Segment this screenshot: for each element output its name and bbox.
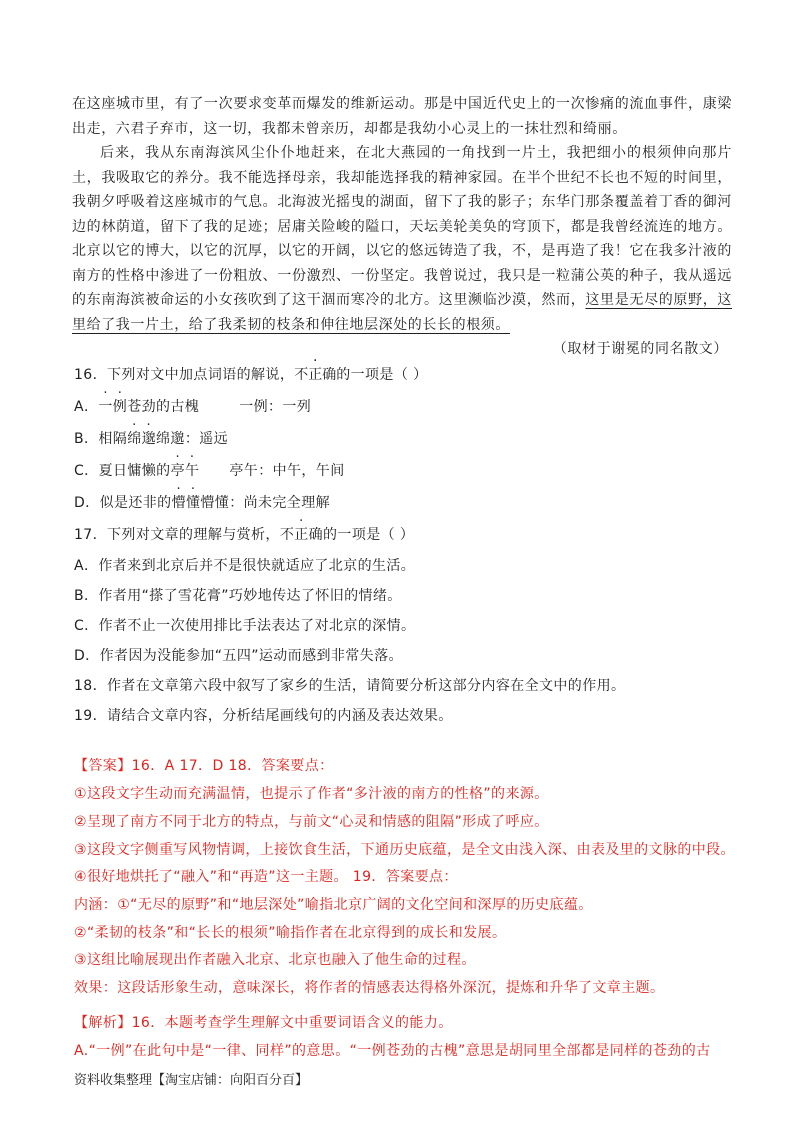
analysis-line-2: A.“一例”在此句中是“一律、同样”的意思。“一例苍劲的古槐”意思是胡同里全部都是同样的苍劲的古 <box>74 1043 711 1059</box>
question-16-option-d: D．似是还非的懵懂懵懂：尚未完全理解 <box>74 495 331 511</box>
question-19: 19．请结合文章内容，分析结尾画线句的内涵及表达效果。 <box>74 708 453 724</box>
question-17-stem: 17．下列对文章的理解与赏析，不正确的一项是（ ） <box>74 527 415 543</box>
question-18: 18．作者在文章第六段中叙写了家乡的生活，请简要分析这部分内容在全文中的作用。 <box>74 678 626 694</box>
answer-line-5: ④很好地烘托了“融入”和“再造”这一主题。 19．答案要点： <box>74 869 458 885</box>
answer-line-4: ③这段文字侧重写风物情调，上接饮食生活，下通历史底蕴，是全文由浅入深、由表及里的文脉的中段。 <box>74 842 735 858</box>
question-16-option-a: A．一例苍劲的古槐 一例：一列 <box>74 399 312 415</box>
question-17-option-d: D．作者因为没能参加“五四”运动而感到非常失落。 <box>74 648 403 664</box>
article-paragraph-2-text: 后来，我从东南海滨风尘仆仆地赶来，在北大燕园的一角找到一片土，我把细小的根须伸向那片土，我吸取它的养分。我不能选择母亲，我却能选择我的精神家园。在半个世纪不长也不短的时间里，我朝夕呼吸着这座城市的气息。北海波光摇曳的湖面，留下了我的影子；东华门那条覆盖着丁香的御河边的林荫道，留下了我的足迹；居庸关险峻的隘口，天坛美轮美奂的穹顶下，都是我曾经流连的地方。北京以它的博大，以它的沉厚，以它的开阔，以它的悠远铸造了我，不，是再造了我！它在我多汁液的南方的性格中渗进了一份粗放、一份激烈、一份坚定。我曾说过，我只是一粒蒲公英的种子，我从遥远的东南海滨被命运的小女孩吹到了这干涸而寒冷的北方。这里濒临沙漠，然而， <box>72 145 732 308</box>
article-paragraph-1: 在这座城市里，有了一次要求变革而爆发的维新运动。那是中国近代史上的一次惨痛的流血事件，康梁出走，六君子弃市，这一切，我都未曾亲历，却都是我幼小心灵上的一抹壮烈和绮丽。 <box>72 96 732 137</box>
page-footer: 资料收集整理【淘宝店铺：向阳百分百】 <box>74 1073 309 1088</box>
answer-line-2: ①这段文字生动而充满温情，也提示了作者“多汁液的南方的性格”的来源。 <box>74 786 549 802</box>
answer-line-3: ②呈现了南方不同于北方的特点，与前文“心灵和情感的阻隔”形成了呼应。 <box>74 814 549 830</box>
question-17-option-b: B．作者用“搽了雪花膏”巧妙地传达了怀旧的情绪。 <box>74 588 402 604</box>
question-16-stem: 16．下列对文中加点词语的解说，不正确的一项是（ ） <box>74 367 428 383</box>
analysis-line-1: 【解析】16．本题考查学生理解文中重要词语含义的能力。 <box>74 1015 453 1031</box>
source-note: （取材于谢冕的同名散文） <box>552 341 728 357</box>
answer-line-8: ③这组比喻展现出作者融入北京、北京也融入了他生命的过程。 <box>74 952 476 968</box>
answer-line-1: 【答案】16．A 17．D 18．答案要点： <box>74 758 334 774</box>
question-16-option-c: C．夏日慵懒的亭午 亭午：中午，午间 <box>74 463 345 479</box>
underlined-sentence: 这里是无尽的原野，这里给了我一片土，给了我柔韧的枝条和伸往地层深处的长长的根须。 <box>72 292 733 333</box>
answer-line-7: ②“柔韧的枝条”和“长长的根须”喻指作者在北京得到的成长和发展。 <box>74 925 507 941</box>
question-17-option-a: A．作者来到北京后并不是很快就适应了北京的生活。 <box>74 558 416 574</box>
answer-line-9: 效果：这段话形象生动，意味深长，将作者的情感表达得格外深沉，提炼和升华了文章主题。 <box>74 980 665 996</box>
answer-line-6: 内涵：①“无尽的原野”和“地层深处”喻指北京广阔的文化空间和深厚的历史底蕴。 <box>74 897 593 913</box>
question-17-option-c: C．作者不止一次使用排比手法表达了对北京的深情。 <box>74 618 416 634</box>
emphasis-dots: 不正确 <box>294 367 337 383</box>
question-16-option-b: B．相隔绵邈绵邈：遥远 <box>74 431 229 447</box>
article-paragraph-2 <box>72 141 732 337</box>
